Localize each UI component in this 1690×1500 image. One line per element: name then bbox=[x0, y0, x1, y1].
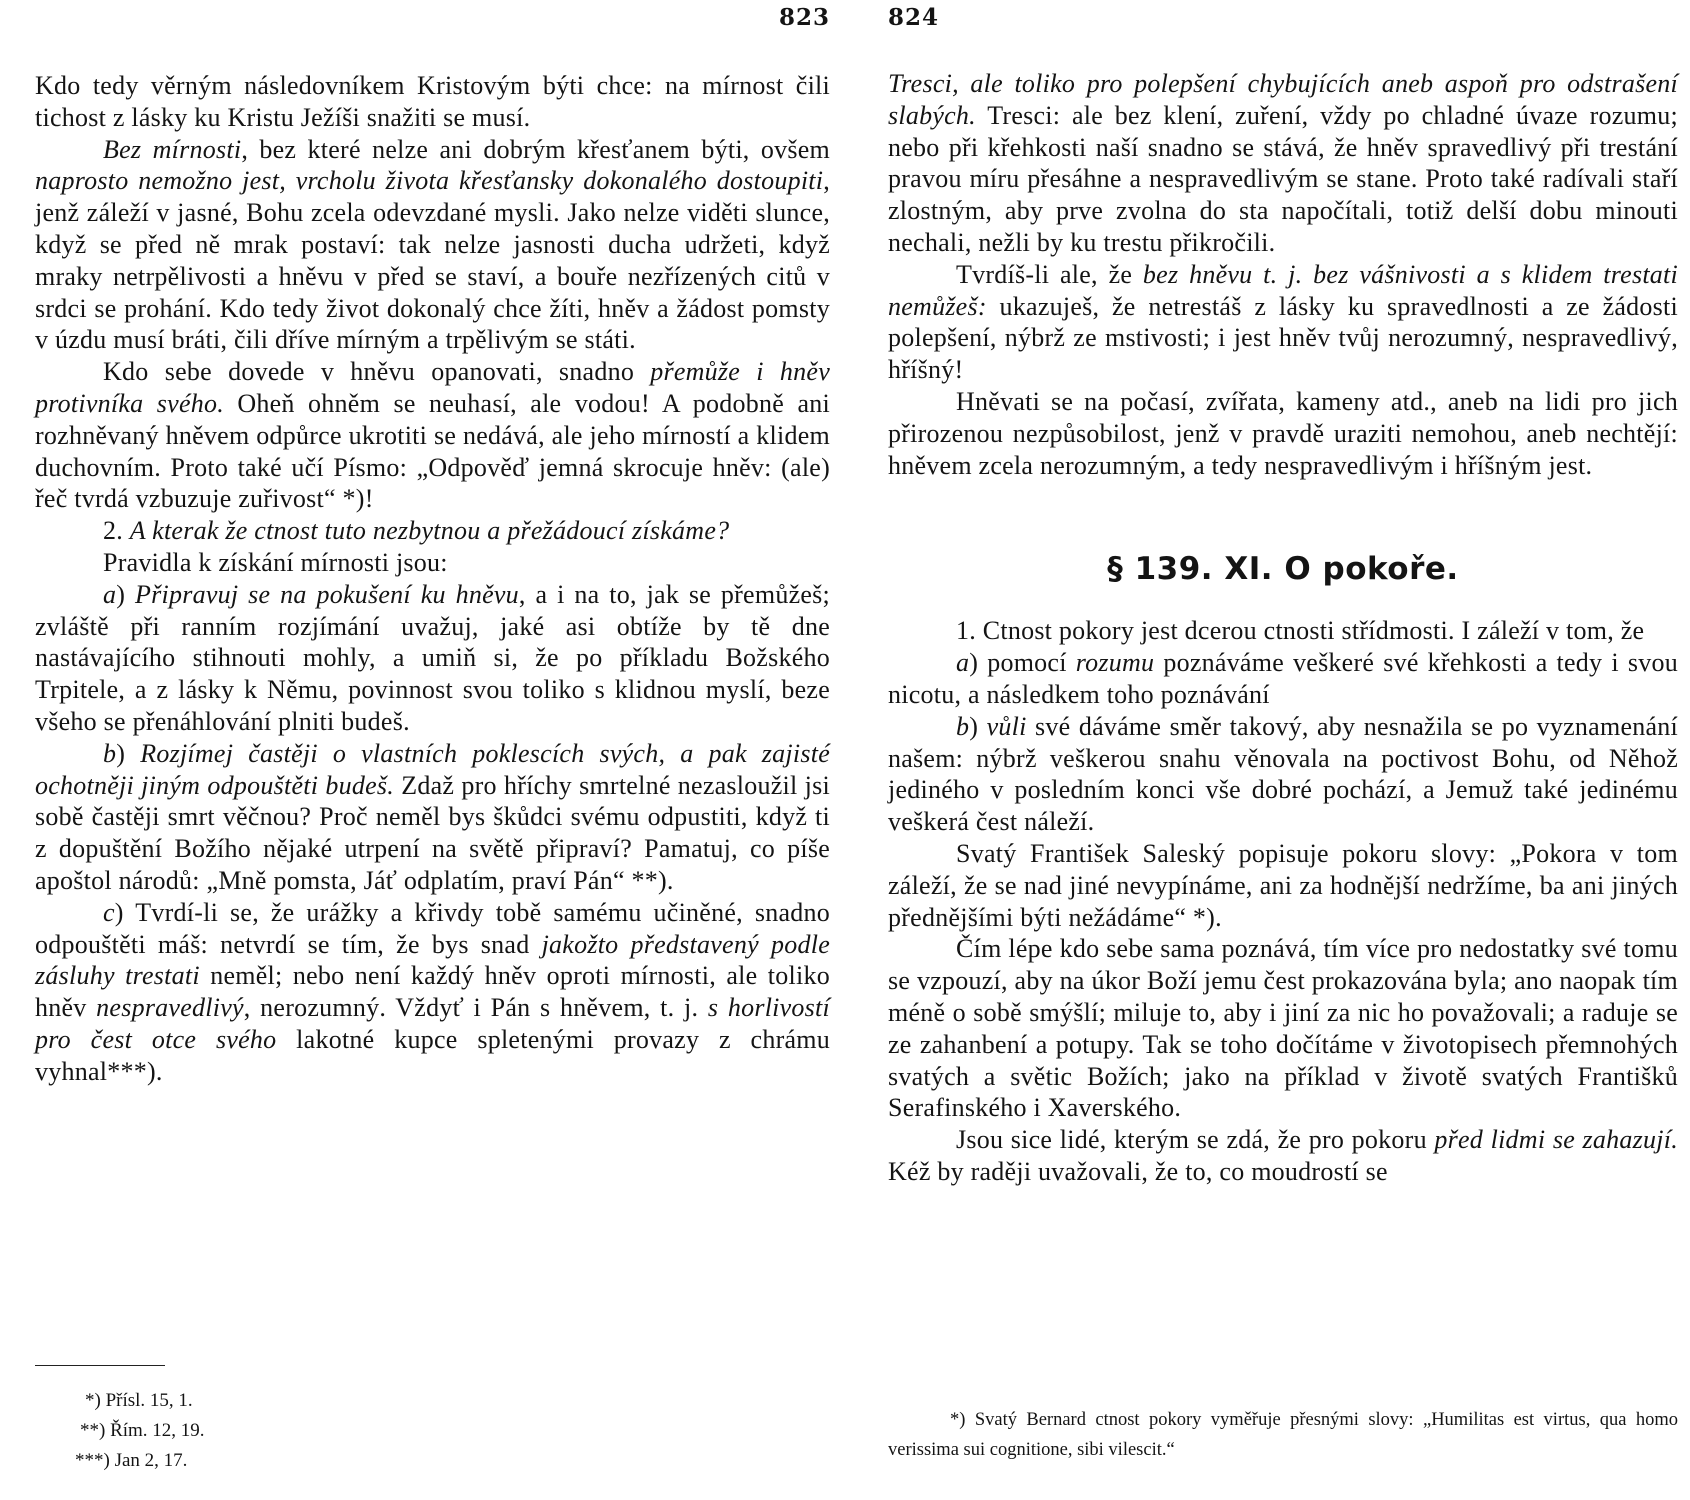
paragraph: Pravidla k získání mírnosti jsou: bbox=[103, 547, 448, 577]
paragraph: Tvrdíš-li ale, že bez hněvu t. j. bez vášnivosti a s klidem trestati nemůžeš: ukazuješ, že netrestáš z lásky ku spravedlnosti a ze žádosti polepšení, nýbrž ze mstivosti; i jest hněv tvůj nerozumný, nespravedlivý, hříšný! bbox=[888, 259, 1678, 385]
paragraph: Jsou sice lidé, kterým se zdá, že pro pokoru před lidmi se zahazují. Kéž by raději uvažovali, že to, co moudrostí se bbox=[888, 1125, 1678, 1186]
footnote: *) Přísl. 15, 1. bbox=[85, 1390, 193, 1411]
question-paragraph: 2. A kterak že ctnost tuto nezbytnou a přežádoucí získáme? bbox=[103, 516, 730, 546]
paragraph: Čím lépe kdo sebe sama poznává, tím více pro nedostatky své tomu se vzpouzí, aby na úkor Boží jemu čest prokazována byla; ano naopak tím méně o sobě smýšlí; miluje to, aby i jiní za nic ho považovali; a raduje se ze zahanbení a potupy. Tak se toho dočítáme v životopisech přemnohých svatých a světic Božích; jako na příklad v životě svatých Františků Serafinského i Xaverského. bbox=[888, 934, 1678, 1123]
section-heading: § 139. XI. O pokoře. bbox=[1107, 551, 1459, 588]
italic-text: rozumu bbox=[1075, 648, 1155, 678]
italic-text: Tresci, ale toliko pro polepšení chybujících aneb aspoň pro odstrašení slabých. bbox=[888, 69, 1678, 130]
paragraph: Bez mírnosti, bez které nelze ani dobrým křesťanem býti, ovšem naprosto nemožno jest, vrcholu života křesťansky dokonalého dostoupiti, jenž záleží v jasné, Bohu zcela odevzdané mysli. Jako nelze viděti slunce, když se před ně mrak postaví: tak nelze jasnosti ducha udržeti, když mraky netrpělivosti a hněvu v před se staví, a bouře nezřízených citů v srdci se prohání. Kdo tedy život dokonalý chce žíti, hněv a žádost pomsty v úzdu musí bráti, čili dříve mírným a trpělivým se státi. bbox=[35, 134, 830, 355]
rule-paragraph: c) Tvrdí-li se, že urážky a křivdy tobě samému učiněné, snadno odpouštěti máš: netvrdí se tím, že bys snad jakožto představený podle zásluhy trestati neměl; nebo není každý hněv oproti mírnosti, ale toliko hněv nespravedlivý, nerozumný. Vždyť i Pán s hněvem, t. j. s horlivostí pro čest otce svého lakotné kupce spletenými provazy z chrámu vyhnal***). bbox=[35, 897, 830, 1086]
italic-text: Rozjímej častěji o vlastních poklescích svých, a pak zajisté ochotněji jiným odpouštěti budeš. bbox=[35, 738, 830, 800]
footnotes bbox=[888, 1405, 1678, 1465]
italic-text: Připravuj se na pokušení ku hněvu bbox=[134, 579, 519, 609]
paragraph: Tresci, ale toliko pro polepšení chybujících aneb aspoň pro odstrašení slabých. Tresci: ale bez klení, zuření, vždy po chladné úvaze rozumu; nebo při křehkosti naší snadno se stává, že hněv spravedlivý při trestání pravou míru přesáhne a nespravedlivým se stane. Proto také radívali staří zlostným, aby prve zvolna do sta napočítali, totiž delší dobu minouti nechali, nežli by ku trestu přikročili. bbox=[888, 69, 1678, 257]
rule-paragraph: b) Rozjímej častěji o vlastních poklescích svých, a pak zajisté ochotněji jiným odpouštěti budeš. Zdaž pro hříchy smrtelné nezasloužil jsi sobě častěji smrt věčnou? Proč neměl bys škůdci svému odpustiti, když ti z dopuštění Božího nějaké utrpení na světě připraví? Pamatuj, co píše apoštol národů: „Mně pomsta, Jáť odplatím, praví Pán“ **). bbox=[35, 738, 830, 895]
page-number: 824 bbox=[888, 4, 940, 31]
italic-text: naprosto nemožno jest, vrcholu života křesťansky dokonalého dostoupiti bbox=[35, 166, 824, 196]
right-page-body bbox=[888, 68, 1678, 1188]
italic-text: bez hněvu t. j. bez vášnivosti a s klidem trestati nemůžeš: bbox=[888, 259, 1678, 321]
footnote: *) Svatý Bernard ctnost pokory vyměřuje přesnými slovy: „Humilitas est virtus, qua homo verissima sui cognitione, sibi vilescit.“ bbox=[888, 1410, 1678, 1460]
italic-text: jakožto představený podle zásluhy trestati bbox=[35, 929, 830, 991]
italic-text: s horlivostí pro čest otce svého bbox=[35, 993, 830, 1054]
italic-text: nespravedlivý bbox=[96, 993, 244, 1023]
paragraph: Kdo sebe dovede v hněvu opanovati, snadno přemůže i hněv protivníka svého. Oheň ohněm se neuhasí, ale vodou! A podobně ani rozhněvaný hněvem odpůrce ukrotiti se nedává, ale jeho mírností a klidem duchovním. Proto také učí Písmo: „Odpověď jemná skrocuje hněv: (ale) řeč tvrdá vzbuzuje zuřivost“ *)! bbox=[35, 357, 830, 514]
paragraph: 1. Ctnost pokory jest dcerou ctnosti střídmosti. I záleží v tom, že bbox=[956, 616, 1645, 646]
italic-text: A kterak že ctnost tuto nezbytnou a přežádoucí získáme? bbox=[129, 516, 730, 546]
paragraph: Kdo tedy věrným následovníkem Kristovým býti chce: na mírnost čili tichost z lásky ku Kristu Ježíši snažiti se musí. bbox=[35, 71, 830, 132]
italic-text: Bez mírnosti bbox=[103, 134, 242, 164]
rule-paragraph: b) vůli své dáváme směr takový, aby nesnažila se po vyznamenání našem: nýbrž veškerou snahu věnovala na poctivost Bohu, od Něhož jediného v posledním konci vše dobré pochází, a Jemuž také jedinému veškerá čest náleží. bbox=[888, 711, 1678, 837]
paragraph: Svatý František Saleský popisuje pokoru slovy: „Pokora v tom záleží, že se nad jiné nevypínáme, ani za hodnější nedržíme, ba ani jiných přednějšími býti nežádáme“ *). bbox=[888, 838, 1678, 932]
footnote: **) Řím. 12, 19. bbox=[80, 1420, 205, 1441]
rule-paragraph: a) Připravuj se na pokušení ku hněvu, a i na to, jak se přemůžeš; zvláště při ranním rozjímání uvažuj, jaké asi obtíže by tě dne nastávajícího stihnouti mohly, a umiň si, že po příkladu Božského Trpitele, a z lásky k Němu, povinnost svou toliko s klidnou myslí, beze všeho se přenáhlování plniti budeš. bbox=[35, 579, 830, 736]
page-number: 823 bbox=[778, 4, 830, 31]
italic-text: přemůže i hněv protivníka svého. bbox=[35, 357, 830, 418]
footnotes bbox=[35, 1365, 295, 1476]
footnote-rule bbox=[35, 1365, 165, 1366]
rule-paragraph: a) pomocí rozumu poznáváme veškeré své křehkosti a tedy i svou nicotu, a následkem toho poznávání bbox=[888, 648, 1678, 709]
left-page-body bbox=[35, 70, 830, 1088]
paragraph: Hněvati se na počasí, zvířata, kameny atd., aneb na lidi pro jich přirozenou nezpůsobilost, jenž v pravdě uraziti nemohou, aneb nechtějí: hněvem zcela nerozumným, a tedy nespravedlivým i hříšným jest. bbox=[888, 386, 1678, 480]
italic-text: před lidmi se zahazují. bbox=[1434, 1125, 1678, 1155]
italic-text: vůli bbox=[986, 711, 1027, 741]
footnote: ***) Jan 2, 17. bbox=[75, 1450, 188, 1471]
